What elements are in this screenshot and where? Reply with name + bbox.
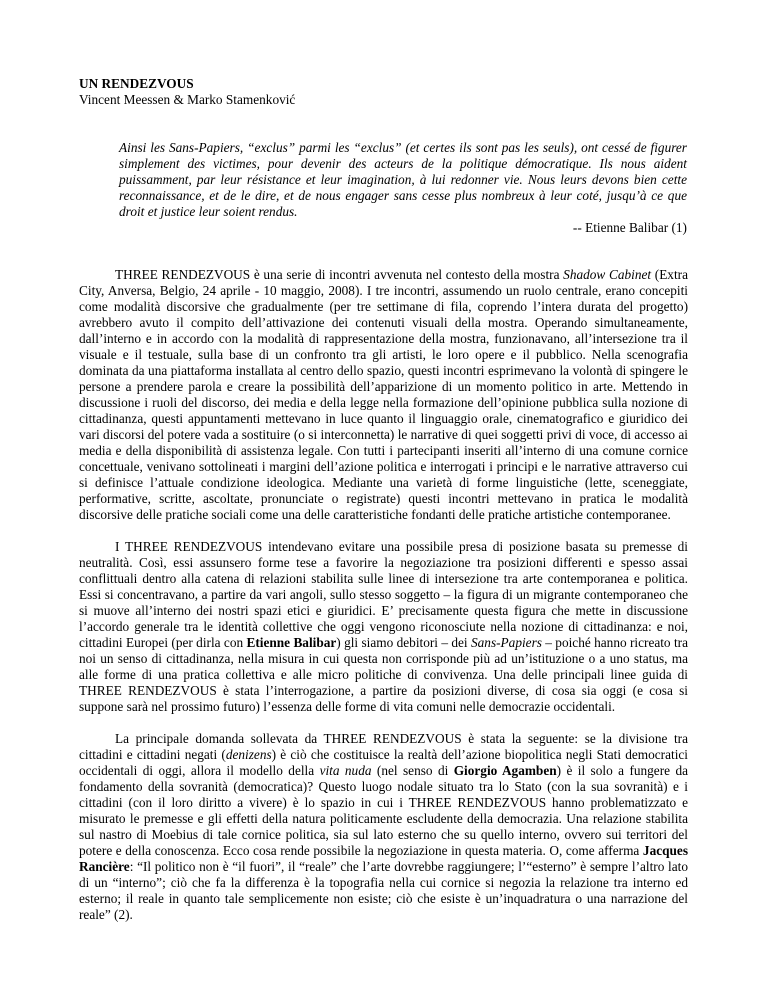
name-balibar: Etienne Balibar bbox=[246, 635, 337, 650]
document-authors: Vincent Meessen & Marko Stamenković bbox=[79, 92, 296, 107]
paragraph-1: THREE RENDEZVOUS è una serie di incontri avvenuta nel contesto della mostra Shadow Cabinet (Extra City, Anversa, Belgio, 24 aprile - 10 maggio, 2008). I tre incontri, assumendo un ruolo centrale, erano concepiti come modalità discorsive che gradualmente (per tre settimane di fila, coprendo l’intera durata del progetto) avrebbero avuto il compito dell’attivazione dei contenuti visuali della mostra. Operando simultaneamente, dall’interno e in accordo con la modalità di rappresentazione della mostra, funzionavano, all’intersezione tra il visuale e il testuale, sulla base di un confronto tra gli artisti, le loro opere e il pubblico. Nella scenografia dominata da una piattaforma installata al centro dello spazio, questi incontri esprimevano la volontà di spingere le persone a prendere parola e creare la possibilità dell’apparizione di un momento politico in arte. Mettendo in discussione i ruoli del discorso, dei media e della legge nella formazione dell’opinione pubblica sulla nozione di cittadinanza, questi appuntamenti mettevano in luce quanto il linguaggio orale, cinematografico e giuridico dei vari discorsi del potere vada a sostituire (o si interconnetta) le narrative di quei soggetti privi di voce, di accesso ai media e della disponibilità di assistenza legale. Con tutti i partecipanti inseriti all’interno di una comune cornice concettuale, venivano sottolineati i margini dell’azione politica e interrogati i principi e le narrative attraverso cui si definisce l’attuale condizione ideologica. Mediante una varietà di forme linguistiche (lette, sceneggiate, performative, scritte, ascoltate, pronunciate o registrate) questi incontri mettevano in pratica le modalità discorsive delle pratiche sociali come una delle caratteristiche fondanti delle pratiche artistiche contemporanee. bbox=[79, 267, 688, 522]
term-vita-nuda: vita nuda bbox=[319, 763, 372, 778]
paragraph-3: La principale domanda sollevata da THREE RENDEZVOUS è stata la seguente: se la divisione tra cittadini e cittadini negati (denizens) è ciò che costituisce la realtà dell’azione biopolitica negli Stati democratici occidentali di oggi, allora il modello della vita nuda (nel senso di Giorgio Agamben) è il solo a fungere da fondamento della sovranità (democratica)? Questo luogo nodale situato tra lo Stato (con la sua sovranità) e i cittadini (con il loro diritto a vivere) è lo spazio in cui i THREE RENDEZVOUS hanno problematizzato e misurato le premesse e gli effetti della natura politicamente escludente della democrazia. Una relazione stabilita sul nastro di Moebius di tale cornice politica, sia sul lato esterno che su quello interno, ovvero sui territori del potere e della conoscenza. Ecco cosa rende possibile la negoziazione in questa materia. O, come afferma Jacques Rancière: “Il politico non è “il fuori”, il “reale” che l’arte dovrebbe raggiungere; l’“esterno” è sempre l’altro lato di un “interno”; ciò che fa la differenza è la topografia nella cui cornice si negozia la relazione tra interno ed esterno; il reale in quanto tale semplicemente non esiste; ciò che esiste è un’inquadratura o una narrazione del reale” (2). bbox=[79, 731, 688, 922]
term-sans-papiers: Sans-Papiers bbox=[471, 635, 542, 650]
body-text bbox=[79, 267, 688, 939]
document-title: UN RENDEZVOUS bbox=[79, 76, 194, 91]
name-agamben: Giorgio Agamben bbox=[453, 763, 557, 778]
epigraph-quote: Ainsi les Sans-Papiers, “exclus” parmi les “exclus” (et certes ils sont pas les seuls), ont cessé de figurer simplement des victimes, pour devenir des acteurs de la politique démocratique. Ils nous aident puissamment, par leur résistance et leur imagination, à lui redonner vie. Nous leurs devons bien cette reconnaissance, et de le dire, et de nous engager sans cesse plus nombreux à leur coté, jusqu’à ce que droit et justice leur soient rendus. bbox=[119, 140, 687, 219]
paragraph-2: I THREE RENDEZVOUS intendevano evitare una possibile presa di posizione basata su premesse di neutralità. Così, essi assunsero forme tese a favorire la negoziazione tra posizioni differenti e spesso assai conflittuali dentro alla catena di relazioni stabilita sulle linee di intersezione tra arte contemporanea e politica. Essi si concentravano, a partire da vari angoli, sullo stesso soggetto – la figura di un migrante contemporaneo che si muove all’interno dei nostri spazi etici e giuridici. E’ precisamente questa figura che mette in discussione l’accordo generale tra le identità collettive che oggi vengono riconosciute nella nozione di cittadinanza: e noi, cittadini Europei (per dirla con Etienne Balibar) gli siamo debitori – dei Sans-Papiers – poiché hanno ricreato tra noi un senso di cittadinanza, nella misura in cui questa non corrisponde più ad un’istituzione o a uno status, ma alle forme di una pratica collettiva e alle micro politiche di convivenza. Una delle principali linee guida di THREE RENDEZVOUS è stata l’interrogazione, a partire da posizioni diverse, di cosa sia oggi (e cosa si suppone sarà nel prossimo futuro) l’essenza delle forme di vita comuni nelle democrazie occidentali. bbox=[79, 539, 688, 714]
name-ranciere: Jacques Rancière bbox=[79, 843, 688, 874]
term-denizens: denizens bbox=[225, 747, 272, 762]
epigraph-attribution: -- Etienne Balibar (1) bbox=[572, 220, 687, 235]
exhibition-title: Shadow Cabinet bbox=[563, 267, 652, 282]
